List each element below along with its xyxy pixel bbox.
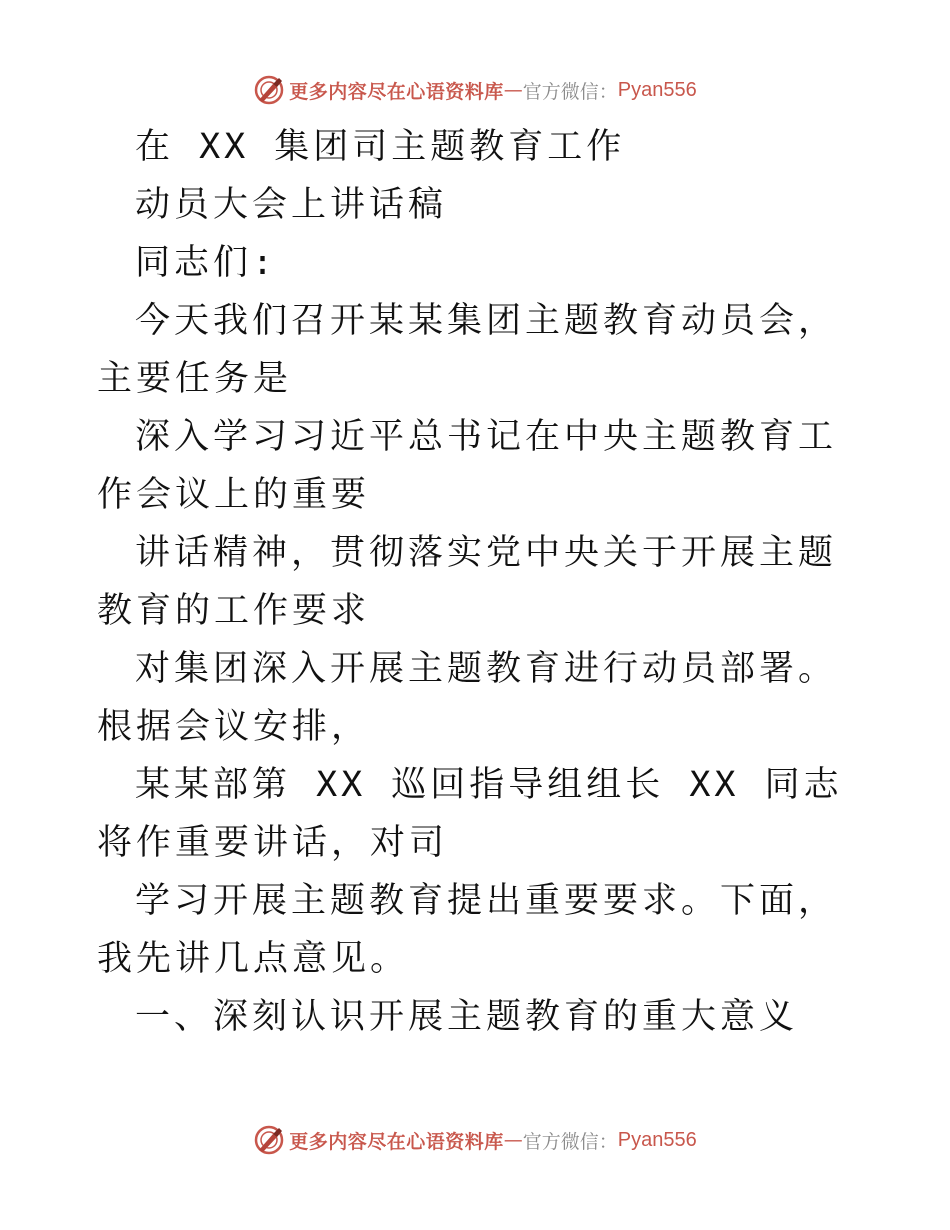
watermark-site-text: 更多内容尽在心语资料库 xyxy=(289,1130,504,1153)
paragraph-6: 学习开展主题教育提出重要要求。下面，我先讲几点意见。 xyxy=(97,881,838,979)
pen-logo-icon xyxy=(253,1124,285,1156)
watermark-wechat-label: 官方微信： xyxy=(522,1130,618,1153)
document-title-line-1: 在 XX 集团司主题教育工作 xyxy=(135,127,626,167)
pen-logo-icon xyxy=(253,74,285,106)
watermark-banner-top xyxy=(0,70,950,110)
paragraph-5: 某某部第 XX 巡回指导组组长 XX 同志将作重要讲话，对司 xyxy=(97,765,843,863)
watermark-dash: — xyxy=(503,1129,523,1151)
paragraph-2: 深入学习习近平总书记在中央主题教育工作会议上的重要 xyxy=(97,417,838,515)
watermark-wechat-id: Pyan556 xyxy=(617,78,697,101)
paragraph-3: 讲话精神，贯彻落实党中央关于开展主题教育的工作要求 xyxy=(97,533,838,631)
watermark-banner-bottom xyxy=(0,1120,950,1160)
document-title-line-2: 动员大会上讲话稿 xyxy=(135,185,448,225)
section-heading-1: 一、深刻认识开展主题教育的重大意义 xyxy=(135,997,799,1037)
salutation: 同志们: xyxy=(135,243,278,283)
paragraph-4: 对集团深入开展主题教育进行动员部署。根据会议安排， xyxy=(97,649,838,747)
watermark-wechat-label: 官方微信： xyxy=(522,80,618,103)
paragraph-1: 今天我们召开某某集团主题教育动员会，主要任务是 xyxy=(97,301,838,399)
watermark-wechat-id: Pyan556 xyxy=(617,1128,697,1151)
watermark-site-text: 更多内容尽在心语资料库 xyxy=(289,80,504,103)
document-body xyxy=(97,118,857,1046)
watermark-dash: — xyxy=(503,79,523,101)
